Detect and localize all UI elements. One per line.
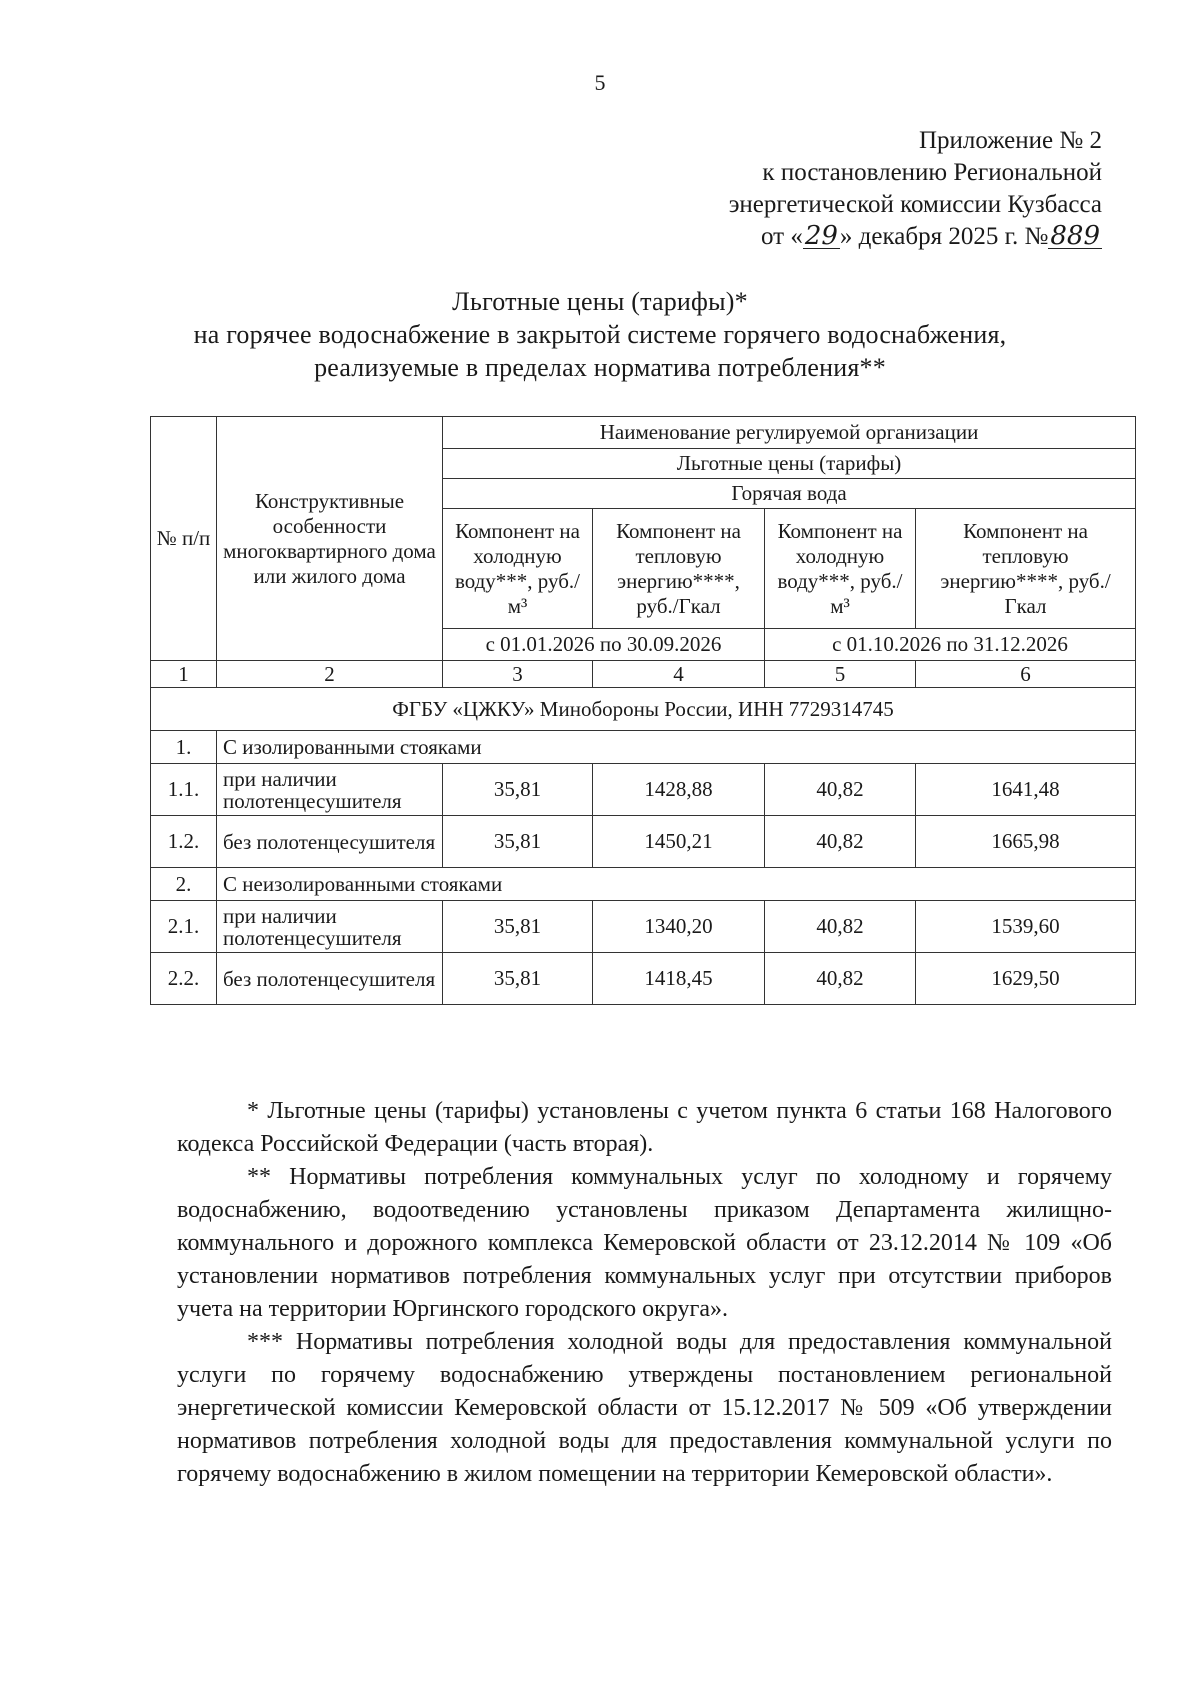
page-number: 5 [594, 70, 606, 95]
date-prefix: от « [760, 223, 803, 250]
table-row [151, 816, 1136, 868]
header-organization-name: Наименование регулируемой организации [443, 417, 1136, 449]
title-line-3: реализуемые в пределах норматива потребления** [314, 353, 886, 382]
value-cell: 40,82 [765, 901, 916, 953]
organization-name: ФГБУ «ЦЖКУ» Минобороны России, ИНН 7729314745 [151, 688, 1136, 731]
footnote-3: *** Нормативы потребления холодной воды для предоставления коммунальной услуги по горячему водоснабжению утверждены постановлением региональной энергетической комиссии Кемеровской области от 15.12.2017 № 509 «Об утверждении нормативов потребления холодной воды для предоставления коммунальной услуги по горячему водоснабжению в жилом помещении на территории Кемеровской области». [177, 1329, 1112, 1487]
col-number: 4 [593, 661, 765, 688]
title-line-2: на горячее водоснабжение в закрытой системе горячего водоснабжения, [193, 320, 1007, 349]
section-label: С изолированными стояками [217, 731, 1136, 764]
appendix-date-line [582, 221, 1102, 253]
section-row [151, 868, 1136, 901]
organization-row [151, 688, 1136, 731]
appendix-header [582, 125, 1102, 253]
value-cell: 1665,98 [916, 816, 1136, 868]
row-num: 1.1. [151, 764, 217, 816]
value-cell: 35,81 [443, 953, 593, 1005]
document-title [0, 285, 1200, 384]
section-num: 2. [151, 868, 217, 901]
header-hot-water: Горячая вода [443, 479, 1136, 509]
period-2: с 01.10.2026 по 31.12.2026 [765, 629, 1136, 661]
tariff-table [150, 416, 1136, 1005]
header-col-4: Компонент на тепловую энергию****, руб./Гкал [593, 509, 765, 629]
value-cell: 1641,48 [916, 764, 1136, 816]
value-cell: 1450,21 [593, 816, 765, 868]
header-col-6: Компонент на тепловую энергию****, руб./Гкал [916, 509, 1136, 629]
row-label: без полотенцесушителя [217, 953, 443, 1005]
value-cell: 1539,60 [916, 901, 1136, 953]
footnotes [177, 1095, 1112, 1491]
value-cell: 1418,45 [593, 953, 765, 1005]
appendix-title: Приложение № 2 [918, 127, 1102, 154]
header-col-3: Компонент на холодную воду***, руб./м³ [443, 509, 593, 629]
period-1: с 01.01.2026 по 30.09.2026 [443, 629, 765, 661]
row-label: без полотенцесушителя [217, 816, 443, 868]
col-number: 2 [217, 661, 443, 688]
section-row [151, 731, 1136, 764]
value-cell: 1340,20 [593, 901, 765, 953]
value-cell: 35,81 [443, 816, 593, 868]
column-numbers-row [151, 661, 1136, 688]
value-cell: 40,82 [765, 816, 916, 868]
section-label: С неизолированными стояками [217, 868, 1136, 901]
row-num: 2.2. [151, 953, 217, 1005]
row-label: при наличии полотенцесушителя [217, 901, 443, 953]
value-cell: 1428,88 [593, 764, 765, 816]
title-line-1: Льготные цены (тарифы)* [452, 287, 748, 316]
handwritten-number: 889 [1050, 221, 1100, 251]
value-cell: 1629,50 [916, 953, 1136, 1005]
handwritten-day: 29 [804, 221, 838, 251]
row-label: при наличии полотенцесушителя [217, 764, 443, 816]
table-row [151, 901, 1136, 953]
row-num: 1.2. [151, 816, 217, 868]
col-number: 5 [765, 661, 916, 688]
footnote-1: * Льготные цены (тарифы) установлены с учетом пункта 6 статьи 168 Налогового кодекса Российской Федерации (часть вторая). [177, 1098, 1112, 1157]
value-cell: 35,81 [443, 901, 593, 953]
value-cell: 35,81 [443, 764, 593, 816]
header-prices: Льготные цены (тарифы) [443, 449, 1136, 479]
date-suffix: » декабря 2025 г. № [839, 223, 1049, 250]
header-construction: Конструктивные особенности многоквартирного дома или жилого дома [217, 417, 443, 661]
table-row [151, 953, 1136, 1005]
value-cell: 40,82 [765, 953, 916, 1005]
section-num: 1. [151, 731, 217, 764]
col-number: 1 [151, 661, 217, 688]
table-row [151, 764, 1136, 816]
appendix-line-3: энергетической комиссии Кузбасса [728, 191, 1102, 218]
col-number: 3 [443, 661, 593, 688]
row-num: 2.1. [151, 901, 217, 953]
value-cell: 40,82 [765, 764, 916, 816]
col-number: 6 [916, 661, 1136, 688]
footnote-2: ** Нормативы потребления коммунальных услуг по холодному и горячему водоснабжению, водоотведению установлены приказом Департамента жилищно-коммунального и дорожного комплекса Кемеровской области от 23.12.2014 № 109 «Об установлении нормативов потребления коммунальных услуг при отсутствии приборов учета на территории Юргинского городского округа». [177, 1164, 1112, 1322]
header-row-org [151, 417, 1136, 449]
appendix-line-2: к постановлению Региональной [762, 159, 1102, 186]
header-num: № п/п [151, 417, 217, 661]
header-col-5: Компонент на холодную воду***, руб./м³ [765, 509, 916, 629]
